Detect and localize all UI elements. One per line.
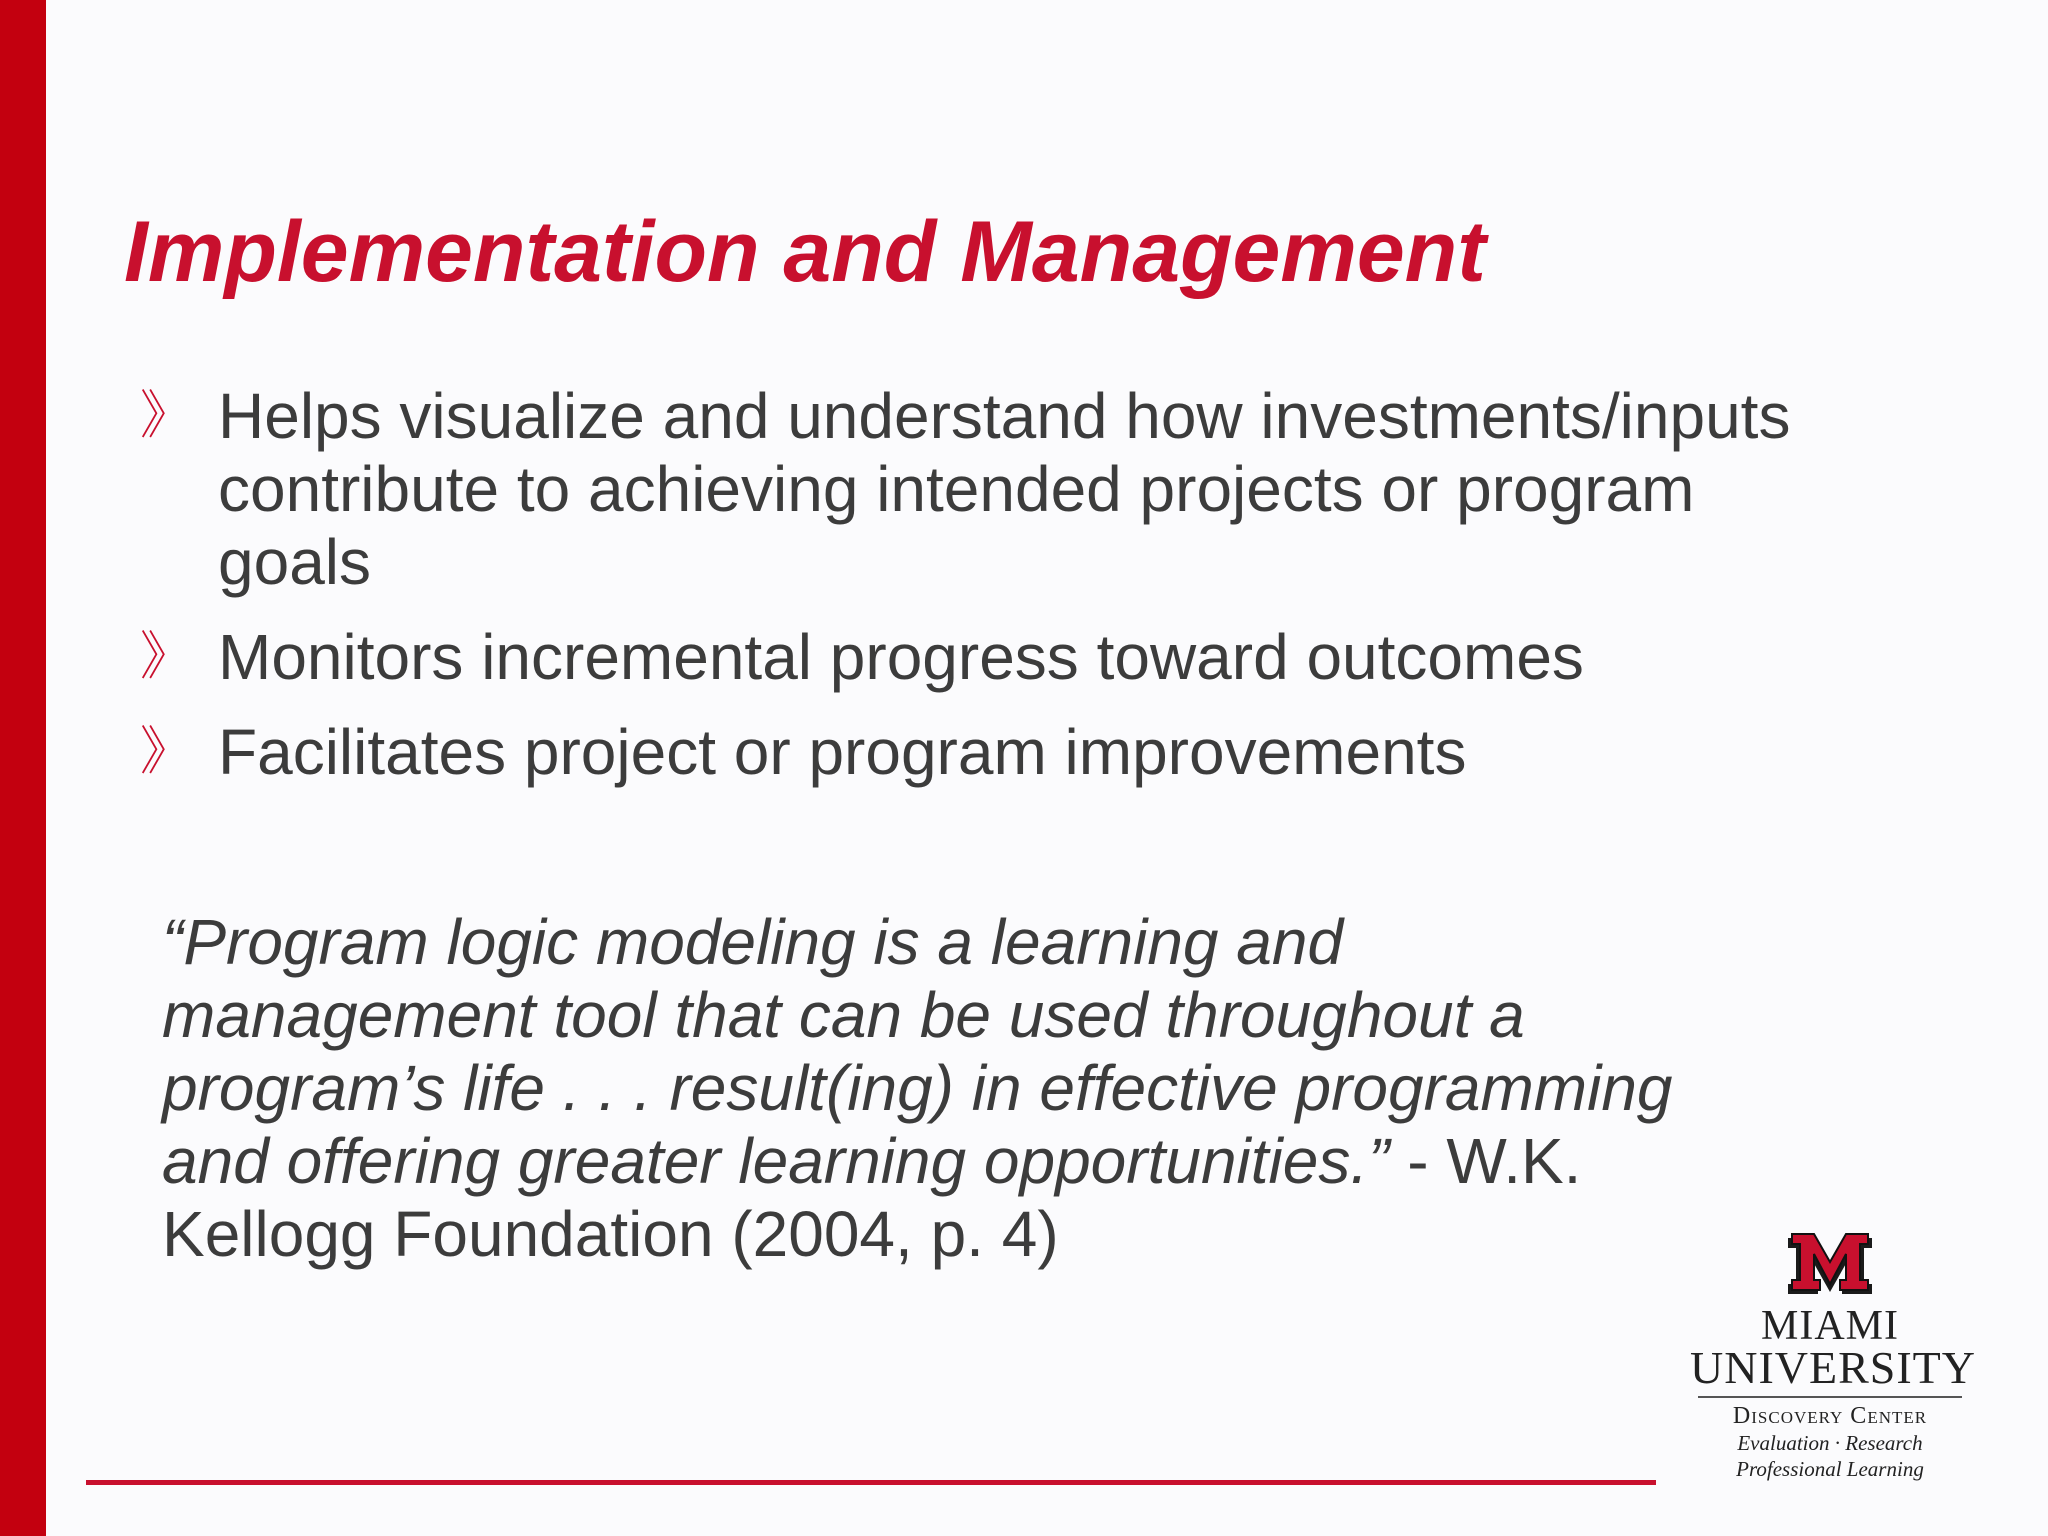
miami-university-logo: [1690, 1230, 1976, 1482]
quote-block: [162, 906, 1722, 1271]
slide-title: Implementation and Management: [124, 204, 1486, 300]
logo-tagline-1: Evaluation · Research: [1737, 1431, 1923, 1455]
quote-text: “Program logic modeling is a learning and management tool that can be used throughout a program’s life . . . result(ing) in effective programming and offering greater learning opportunities.”: [162, 906, 1673, 1197]
bullet-list: [140, 380, 1840, 811]
logo-rule: [1698, 1396, 1962, 1398]
chevron-bullet-icon: 》: [140, 386, 193, 446]
logo-tagline-2: Professional Learning: [1736, 1457, 1924, 1481]
chevron-bullet-icon: 》: [140, 722, 193, 782]
logo-line-miami: MIAMI: [1761, 1303, 1899, 1349]
chevron-bullet-icon: 》: [140, 627, 193, 687]
logo-subtitle: Discovery Center: [1732, 1403, 1928, 1429]
quote-source: - W.K. Kellogg Foundation (2004, p. 4): [162, 1125, 1582, 1270]
bullet-item: [140, 621, 1840, 694]
miami-m-logo-icon: [1782, 1230, 1878, 1302]
bullet-text: Facilitates project or program improvements: [218, 716, 1467, 788]
bullet-item: [140, 380, 1840, 599]
bullet-item: [140, 716, 1840, 789]
bullet-text: Helps visualize and understand how investments/inputs contribute to achieving intended projects or program goals: [218, 380, 1791, 598]
bullet-text: Monitors incremental progress toward outcomes: [218, 621, 1584, 693]
bottom-divider: [86, 1480, 1656, 1485]
logo-line-university: UNIVERSITY: [1690, 1342, 1976, 1393]
left-accent-bar: [0, 0, 46, 1536]
